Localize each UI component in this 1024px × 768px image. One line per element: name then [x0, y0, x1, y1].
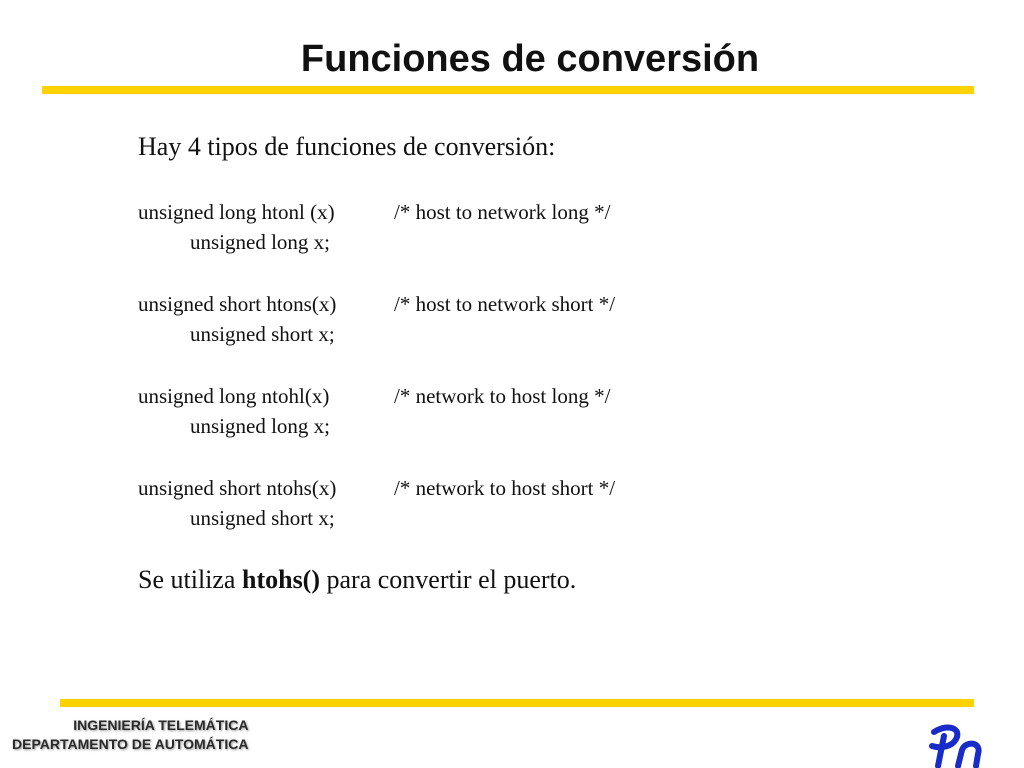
function-signature: unsigned long ntohl(x): [138, 384, 330, 408]
function-signature: unsigned short htons(x): [138, 292, 337, 316]
function-comment: /* host to network long */: [394, 200, 611, 224]
function-param: unsigned long x;: [190, 230, 330, 254]
function-comment: /* network to host long */: [394, 384, 611, 408]
function-comment: /* network to host short */: [394, 476, 616, 500]
footer-line-1: INGENIERÍA TELEMÁTICA: [73, 717, 249, 733]
function-param: unsigned short x;: [190, 322, 335, 346]
outro-function-name: htohs(): [241, 565, 320, 594]
function-param: unsigned short x;: [190, 506, 335, 530]
footer-institution: [12, 716, 248, 754]
outro-text-after: para convertir el puerto.: [320, 565, 577, 594]
function-param: unsigned long x;: [190, 414, 330, 438]
footer-line-2: DEPARTAMENTO DE AUTOMÁTICA: [12, 736, 249, 752]
outro-text-before: Se utiliza: [138, 565, 242, 594]
footer-bar: [60, 699, 974, 707]
department-logo-icon: [928, 724, 984, 768]
function-signature: unsigned long htonl (x): [138, 200, 335, 224]
function-signature: unsigned short ntohs(x): [138, 476, 337, 500]
outro-text: [138, 565, 576, 595]
title-underline-bar: [42, 86, 974, 94]
intro-text: Hay 4 tipos de funciones de conversión:: [138, 132, 556, 161]
function-comment: /* host to network short */: [394, 292, 616, 316]
slide-title: Funciones de conversión: [300, 38, 760, 80]
